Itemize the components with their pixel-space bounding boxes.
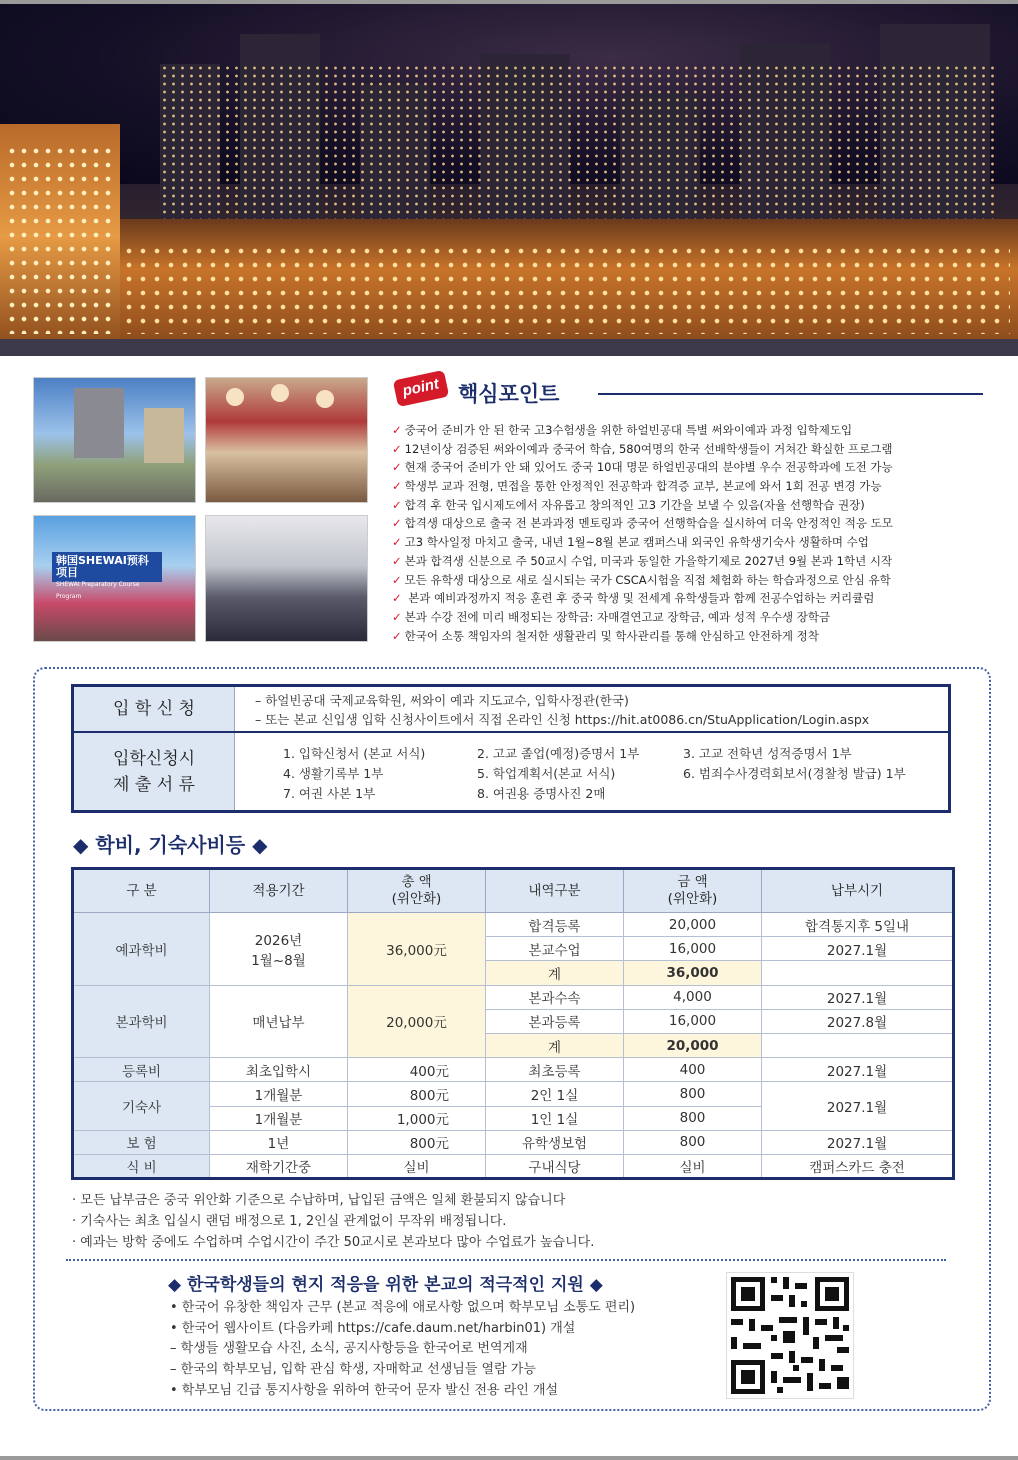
document-item: 7. 여권 사본 1부 [283,786,376,801]
check-icon: ✓ [392,572,402,587]
period-cell: 2026년 1월~8월 [210,913,348,986]
payment-cell: 합격통지후 5일내 [762,913,954,937]
note-item: · 기숙사는 최초 입실시 랜덤 배정으로 1, 2인실 관계없이 무작위 배정됩니다. [72,1214,507,1229]
item-cell: 유학생보험 [486,1130,624,1154]
application-line: – 또는 본교 신입생 입학 신청사이트에서 직접 온라인 신청 https://hit.at0086.cn/StuApplication/Login.aspx [255,712,870,727]
payment-cell: 2027.1월 [762,1130,954,1154]
exhibition-photo [205,515,368,642]
lamp-shape [271,384,289,402]
check-icon: ✓ [392,423,402,437]
support-list [170,1298,635,1401]
item-cell: 구내식당 [486,1154,624,1178]
amount-cell: 400 [624,1058,762,1082]
building-shape [74,388,124,458]
check-icon: ✓ [392,609,402,624]
payment-cell [762,961,954,985]
category-cell: 등록비 [73,1058,210,1082]
support-item: • 한국어 웹사이트 (다음카페 https://cafe.daum.net/harbin01) 개설 [170,1320,576,1336]
check-icon: ✓ [392,479,402,494]
bottom-border [0,1456,1018,1460]
total-cell: 400元 [348,1058,486,1082]
total-cell: 20,000元 [348,985,486,1058]
check-icon: ✓ [392,628,402,643]
title-rule [598,393,983,395]
program-banner [52,552,162,600]
subtotal-amount: 20,000 [624,1033,762,1057]
period-cell: 매년납부 [210,985,348,1058]
header-total: 총 액 (위안화) [348,869,486,913]
amount-cell: 16,000 [624,937,762,961]
item-cell: 합격등록 [486,913,624,937]
category-cell: 기숙사 [73,1082,210,1130]
header-item: 내역구분 [486,869,624,913]
application-table [71,684,951,813]
point-badge: point [393,370,449,407]
total-cell: 800元 [348,1130,486,1154]
table-row [73,1154,954,1178]
table-row [73,913,954,937]
item-cell: 본교수업 [486,937,624,961]
list-item: ✓ 학생부 교과 전형, 면접을 통한 안정적인 전공학과 합격증 교부, 본교에 와서 1회 전공 변경 가능 [392,479,882,494]
payment-cell: 캠퍼스카드 충전 [762,1154,954,1178]
campus-photo [33,377,196,503]
item-cell: 본과수속 [486,985,624,1009]
list-item: ✓ 12년이상 검증된 써와이예과 중국어 학습, 580여명의 한국 선배학생들이 거쳐간 확실한 프로그램 [392,441,893,456]
item-cell: 1인 1실 [486,1106,624,1130]
check-icon: ✓ [392,591,402,606]
check-icon: ✓ [392,441,402,456]
list-item: ✓ 합격생 대상으로 출국 전 본과과정 멘토링과 중국어 선행학습을 실시하여 더욱 안정적인 적응 도모 [392,516,893,531]
list-item: ✓ 현재 중국어 준비가 안 돼 있어도 중국 10대 명문 하얼빈공대의 분야별 우수 전공학과에 도전 가능 [392,460,893,475]
campus-night-photo [0,4,1018,356]
payment-cell: 2027.8월 [762,1009,954,1033]
check-icon: ✓ [392,497,402,512]
period-cell: 1년 [210,1130,348,1154]
support-item: – 학생들 생활모습 사진, 소식, 공지사항등을 한국어로 번역게재 [170,1341,528,1357]
category-cell: 식 비 [73,1154,210,1178]
clock-tower-windows [6,144,114,334]
section-divider [66,1259,946,1261]
document-item: 1. 입학신청서 (본교 서식) [283,746,426,761]
table-row [73,1130,954,1154]
list-item: ✓ 본과 예비과정까지 적응 훈련 후 중국 학생 및 전세계 유학생들과 함께 전공수업하는 커리큘럼 [392,591,875,606]
header-payment: 납부시기 [762,869,954,913]
document-item: 2. 고교 졸업(예정)증명서 1부 [477,746,640,761]
period-cell: 재학기간중 [210,1154,348,1178]
amount-cell: 800 [624,1106,762,1130]
support-item: • 한국어 유창한 책임자 근무 (본교 적응에 애로사항 없으며 학부모님 소통도 편리) [170,1300,636,1315]
document-item: 8. 여권용 증명사진 2매 [477,786,606,801]
category-cell: 예과학비 [73,913,210,986]
list-item: ✓ 고3 학사일정 마치고 출국, 내년 1월~8월 본교 캠퍼스내 외국인 유학생기숙사 생활하며 수업 [392,535,869,550]
application-row [74,687,948,733]
program-event-photo [33,515,196,642]
check-icon: ✓ [392,516,402,531]
qr-code[interactable] [726,1272,854,1399]
note-item: · 모든 납부금은 중국 위안화 기준으로 수납하며, 납입된 금액은 일체 환불되지 않습니다 [72,1193,566,1208]
total-cell: 800元 [348,1082,486,1106]
table-row [73,985,954,1009]
note-item: · 예과는 방학 중에도 수업하며 수업시간이 주간 50교시로 본과보다 많아 수업료가 높습니다. [72,1235,595,1250]
total-cell: 36,000元 [348,913,486,986]
lamp-shape [316,390,334,408]
banner-title: 韩国SHEWAI预科项目 [56,554,149,579]
amount-cell: 실비 [624,1154,762,1178]
application-label: 입 학 신 청 [74,687,235,731]
city-lights [160,64,1000,224]
document-item: 3. 고교 전학년 성적증명서 1부 [683,746,852,761]
list-item: ✓ 본과 합격생 신분으로 주 50교시 수업, 미국과 동일한 가을학기제로 2027년 9월 본과 1학년 시작 [392,553,893,568]
amount-cell: 800 [624,1082,762,1106]
documents-label: 입학신청시 제 출 서 류 [74,733,235,810]
support-item: • 학부모님 긴급 통지사항을 위하여 한국어 문자 발신 전용 라인 개설 [170,1382,559,1398]
amount-cell: 4,000 [624,985,762,1009]
check-icon: ✓ [392,553,402,568]
table-row [73,1058,954,1082]
key-points-title: 핵심포인트 [458,382,560,406]
fees-title: ◆ 학비, 기숙사비등 ◆ [73,833,268,857]
table-row [73,1082,954,1106]
lamp-shape [226,388,244,406]
check-icon: ✓ [392,460,402,475]
application-content [255,691,869,729]
period-cell: 최초입학시 [210,1058,348,1082]
amount-cell: 16,000 [624,1009,762,1033]
check-icon: ✓ [392,535,402,550]
subtotal-label: 계 [486,1033,624,1057]
support-title: ◆ 한국학생들의 현지 적응을 위한 본교의 적극적인 지원 ◆ [168,1275,603,1295]
building-shape [144,408,184,463]
fees-table [71,867,955,1180]
header-amount: 금 액 (위안화) [624,869,762,913]
document-item: 4. 생활기록부 1부 [283,766,384,781]
category-cell: 본과학비 [73,985,210,1058]
list-item: ✓ 본과 수강 전에 미리 배정되는 장학금: 자매결연고교 장학금, 예과 성적 우수생 장학금 [392,609,831,624]
payment-cell: 2027.1월 [762,937,954,961]
key-points-list [392,421,992,645]
total-cell: 실비 [348,1154,486,1178]
support-item: – 한국의 학부모님, 입학 관심 학생, 자매학교 선생님들 열람 가능 [170,1362,536,1378]
fee-notes [72,1190,594,1253]
amount-cell: 800 [624,1130,762,1154]
header-category: 구 분 [73,869,210,913]
payment-cell: 2027.1월 [762,1082,954,1130]
category-cell: 보 험 [73,1130,210,1154]
header-period: 적용기간 [210,869,348,913]
table-header-row [73,869,954,913]
payment-cell: 2027.1월 [762,985,954,1009]
payment-cell: 2027.1월 [762,1058,954,1082]
list-item: ✓ 중국어 준비가 안 된 한국 고3수험생을 위한 하얼빈공대 특별 써와이예과 과정 입학제도입 [392,423,853,437]
qr-code-graphic [727,1273,853,1398]
list-item: ✓ 모든 유학생 대상으로 새로 실시되는 국가 CSCA시험을 직접 체험화 하는 학습과정으로 안심 유학 [392,572,891,587]
item-cell: 2인 1실 [486,1082,624,1106]
cafeteria-photo [205,377,368,503]
list-item: ✓ 합격 후 한국 입시제도에서 자유롭고 창의적인 고3 기간을 보낼 수 있음(자율 선행학습 권장) [392,497,865,512]
period-cell: 1개월분 [210,1082,348,1106]
application-line: – 하얼빈공대 국제교육학원, 써와이 예과 지도교수, 입학사정관(한국) [255,693,629,708]
main-building-windows [80,244,1010,334]
ground [0,339,1018,356]
amount-cell: 20,000 [624,913,762,937]
subtotal-amount: 36,000 [624,961,762,985]
period-cell: 1개월분 [210,1106,348,1130]
total-cell: 1,000元 [348,1106,486,1130]
document-item: 6. 범죄수사경력회보서(경찰청 발급) 1부 [683,766,906,781]
subtotal-label: 계 [486,961,624,985]
payment-cell [762,1033,954,1057]
list-item: ✓ 한국어 소통 책임자의 철저한 생활관리 및 학사관리를 통해 안심하고 안전하게 정착 [392,628,819,643]
document-item: 5. 학업계획서(본교 서식) [477,766,616,781]
documents-row [74,733,948,810]
item-cell: 최초등록 [486,1058,624,1082]
item-cell: 본과등록 [486,1009,624,1033]
banner-subtitle: SHEWAI Preparatory Course Program [56,581,140,600]
